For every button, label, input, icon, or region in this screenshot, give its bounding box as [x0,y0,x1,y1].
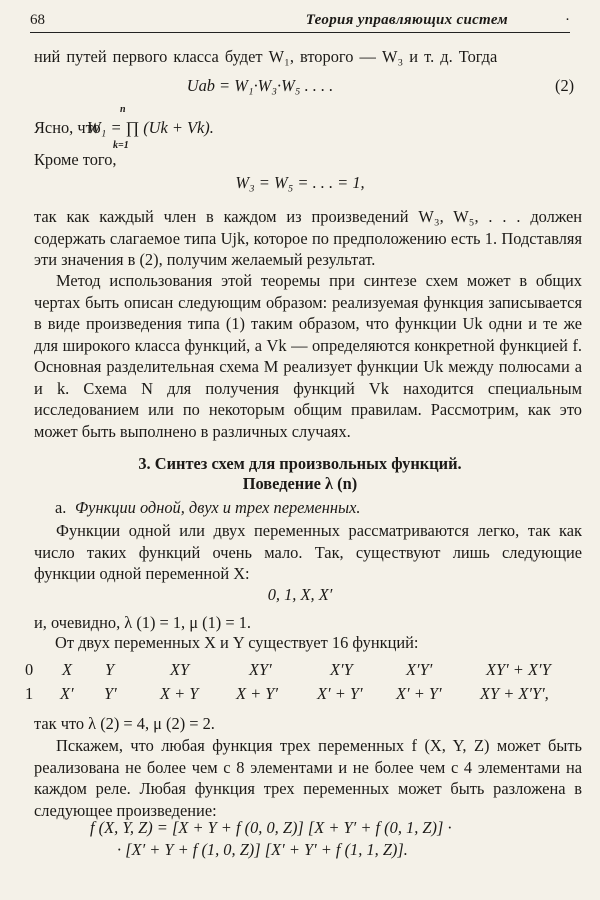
clear-lead: Ясно, что [34,118,101,137]
table-cell: XY + X′Y′, [480,684,549,703]
table-cell: XY′ + X′Y [486,660,551,679]
table-cell: Y [105,660,115,679]
header-dot: · [565,12,570,28]
product-formula: W₁ = ∏ (Uk + Vk). [87,118,214,137]
obviously-line: и, очевидно, λ (1) = 1, μ (1) = 1. [34,613,251,632]
table-cell: Y′ [104,684,117,703]
so-that-line: так что λ (2) = 4, μ (2) = 2. [34,714,215,733]
equation-2: Uab = W₁·W₃·W₅ . . . . [186,76,334,95]
paragraph-4: Пскажем, что любая функция трех переменных f (X, Y, Z) может быть реализована не более чем с 8 элементами и не более чем с 4 элементами на каждом реле. Любая функция трех переменных может быть разложена в следующее произведение: [34,736,582,820]
final-equation-line-2: · [X′ + Y + f (1, 0, Z)] [X′ + Y′ + f (1, 1, Z)]. [117,840,408,859]
table-cell: X′Y [330,660,353,679]
equation-w3-w5: W₃ = W₅ = . . . = 1, [235,173,365,192]
table-cell: X′ + Y′ [396,684,442,703]
product-lower-limit: k=1 [113,140,129,151]
final-equation-line-1: f (X, Y, Z) = [X + Y + f (0, 0, Z)] [X + Y′ + f (0, 1, Z)] · [90,818,452,837]
running-title: Теория управляющих систем [305,12,508,28]
table-cell: XY [170,660,190,679]
page-number: 68 [30,12,45,28]
equation-2-number: (2) [555,76,575,95]
paragraph-3: Функции одной или двух переменных рассматриваются легко, так как число таких функций очень мало. Так, существуют лишь следующие функции одной переменной X: [34,521,582,583]
table-cell: XY′ [249,660,272,679]
table-cell: 0 [25,660,34,679]
paragraph-1: так как каждый член в каждом из произведений W₃, W₅, . . . должен содержать слагаемое типа Ujk, которое по предположению есть 1. Подставляя эти значения в (2), получим желаемый результат. [34,207,582,269]
besides-text: Кроме того, [34,150,117,169]
text-line-1: ний путей первого класса будет W₁, второго — W₃ и т. д. Тогда [34,47,498,66]
table-cell: X′Y′ [406,660,433,679]
table-cell: X [62,660,73,679]
table-cell: X + Y [160,684,199,703]
table-cell: X′ + Y′ [317,684,363,703]
subsection-label: а. [55,498,67,517]
product-upper-limit: n [120,104,126,115]
subsection-title: Функции одной, двух и трех переменных. [75,498,361,517]
two-variables-line: От двух переменных X и Y существует 16 функций: [55,633,419,652]
table-cell: X + Y′ [236,684,278,703]
section-title-line-1: 3. Синтез схем для произвольных функций. [138,454,462,473]
table-cell: X′ [60,684,74,703]
paragraph-2: Метод использования этой теоремы при синтезе схем может в общих чертах быть описан следующим образом: реализуемая функция записывается в виде произведения типа (1) таким образом, что функции Uk одни и те же для широкого класса функций, а Vk — определяются конкретной функцией f. Основная разделительная схема M реализует функции Uk между полюсами a и k. Схема N для получения функций Vk находится специальным исследованием или по некоторым общим правилам. Рассмотрим, как это может быть выполнено в различных случаях. [34,271,582,441]
section-title-line-2: Поведение λ (n) [242,474,358,493]
one-variable-functions: 0, 1, X, X′ [267,585,333,604]
table-cell: 1 [25,684,34,703]
running-header [30,10,570,33]
